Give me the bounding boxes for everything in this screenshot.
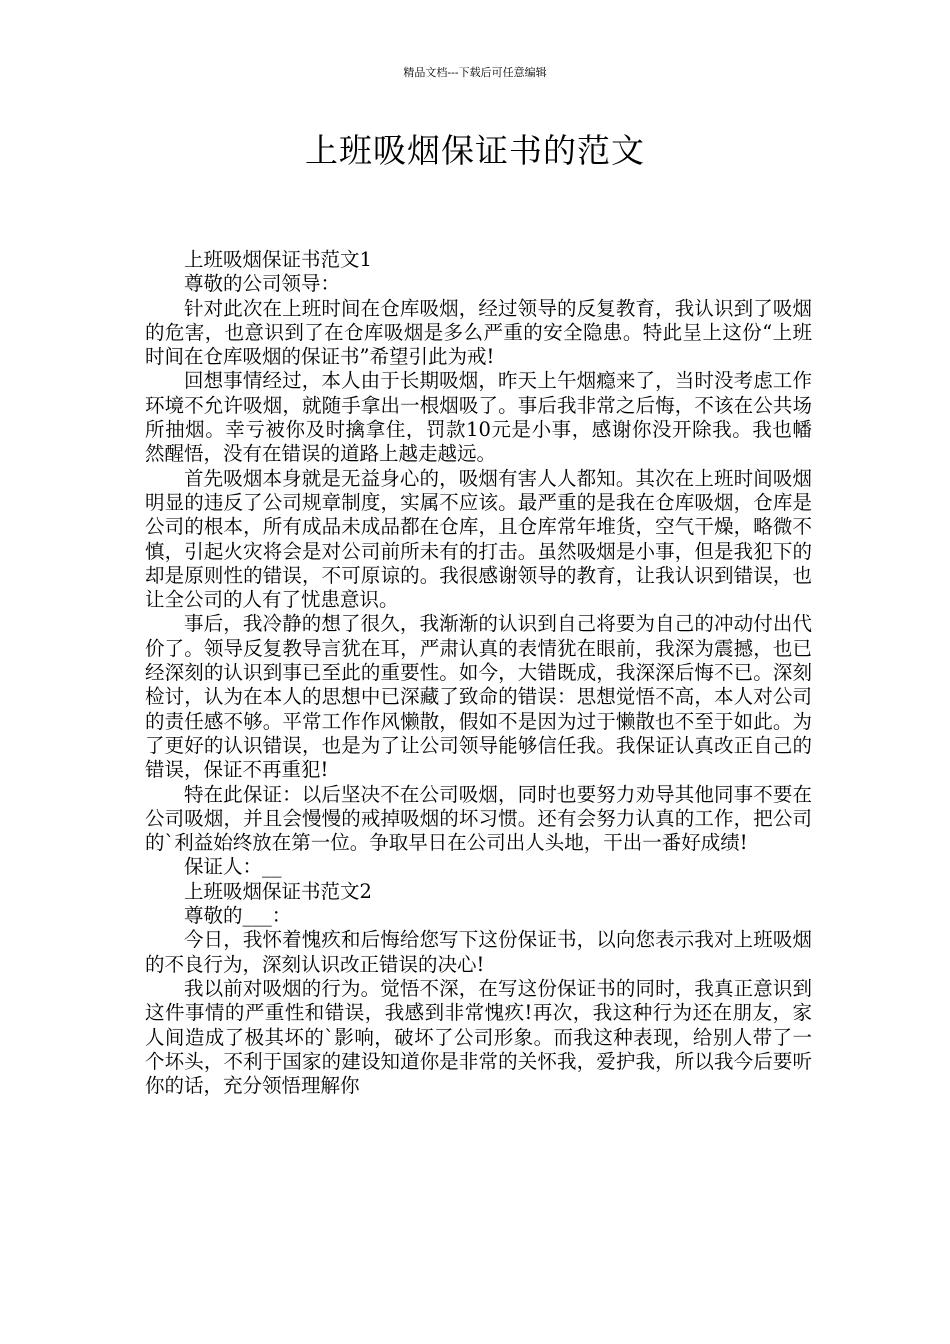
section-heading-2: 上班吸烟保证书范文2 xyxy=(184,879,372,903)
paragraph: 针对此次在上班时间在仓库吸烟，经过领导的反复教育，我认识到了吸烟的危害，也意识到了在仓库吸烟是多么严重的安全隐患。特此呈上这份“上班时间在仓库吸烟的保证书”希望引此为戒! xyxy=(145,296,812,369)
paragraph: 首先吸烟本身就是无益身心的，吸烟有害人人都知。其次在上班时间吸烟明显的违反了公司规章制度，实属不应该。最严重的是我在仓库吸烟，仓库是公司的根本，所有成品未成品都在仓库，且仓库常年堆货，空气干燥，略微不慎，引起火灾将会是对公司前所未有的打击。虽然吸烟是小事，但是我犯下的却是原则性的错误，不可原谅的。我很感谢领导的教育，让我认识到错误，也让全公司的人有了忧患意识。 xyxy=(145,466,812,612)
document-body xyxy=(145,248,812,1098)
header-note: 精品文档---下载后可任意编辑 xyxy=(403,66,547,79)
paragraph: 今日，我怀着愧疚和后悔给您写下这份保证书，以向您表示我对上班吸烟的不良行为，深刻认识改正错误的决心! xyxy=(145,928,812,976)
paragraph: 回想事情经过，本人由于长期吸烟，昨天上午烟瘾来了，当时没考虑工作环境不允许吸烟，就随手拿出一根烟吸了。事后我非常之后悔，不该在公共场所抽烟。幸亏被你及时擒拿住，罚款10元是小事，感谢你没开除我。我也幡然醒悟，没有在错误的道路上越走越远。 xyxy=(145,369,812,466)
section-heading-1: 上班吸烟保证书范文1 xyxy=(184,248,372,271)
paragraph: 特在此保证：以后坚决不在公司吸烟，同时也要努力劝导其他同事不要在公司吸烟，并且会慢慢的戒掉吸烟的坏习惯。还有会努力认真的工作，把公司的`利益始终放在第一位。争取早日在公司出人头地，干出一番好成绩! xyxy=(145,782,812,855)
signature-line: 保证人：__ xyxy=(184,855,282,879)
document-title: 上班吸烟保证书的范文 xyxy=(305,131,645,170)
paragraph: 事后，我冷静的想了很久，我渐渐的认识到自己将要为自己的冲动付出代价了。领导反复教导言犹在耳，严肃认真的表情犹在眼前，我深为震撼，也已经深刻的认识到事已至此的重要性。如今，大错既成，我深深后悔不已。深刻检讨，认为在本人的思想中已深藏了致命的错误：思想觉悟不高，本人对公司的责任感不够。平常工作作风懒散，假如不是因为过于懒散也不至于如此。为了更好的认识错误，也是为了让公司领导能够信任我。我保证认真改正自己的错误，保证不再重犯! xyxy=(145,612,812,782)
salutation-1: 尊敬的公司领导： xyxy=(184,272,341,296)
salutation-2: 尊敬的___： xyxy=(184,904,292,928)
paragraph: 我以前对吸烟的行为。觉悟不深，在写这份保证书的同时，我真正意识到这件事情的严重性和错误，我感到非常愧疚!再次，我这种行为还在朋友，家人间造成了极其坏的`影响，破坏了公司形象。而我这种表现，给别人带了一个坏头，不利于国家的建设知道你是非常的关怀我，爱护我，所以我今后要听你的话，充分领悟理解你 xyxy=(145,976,812,1098)
